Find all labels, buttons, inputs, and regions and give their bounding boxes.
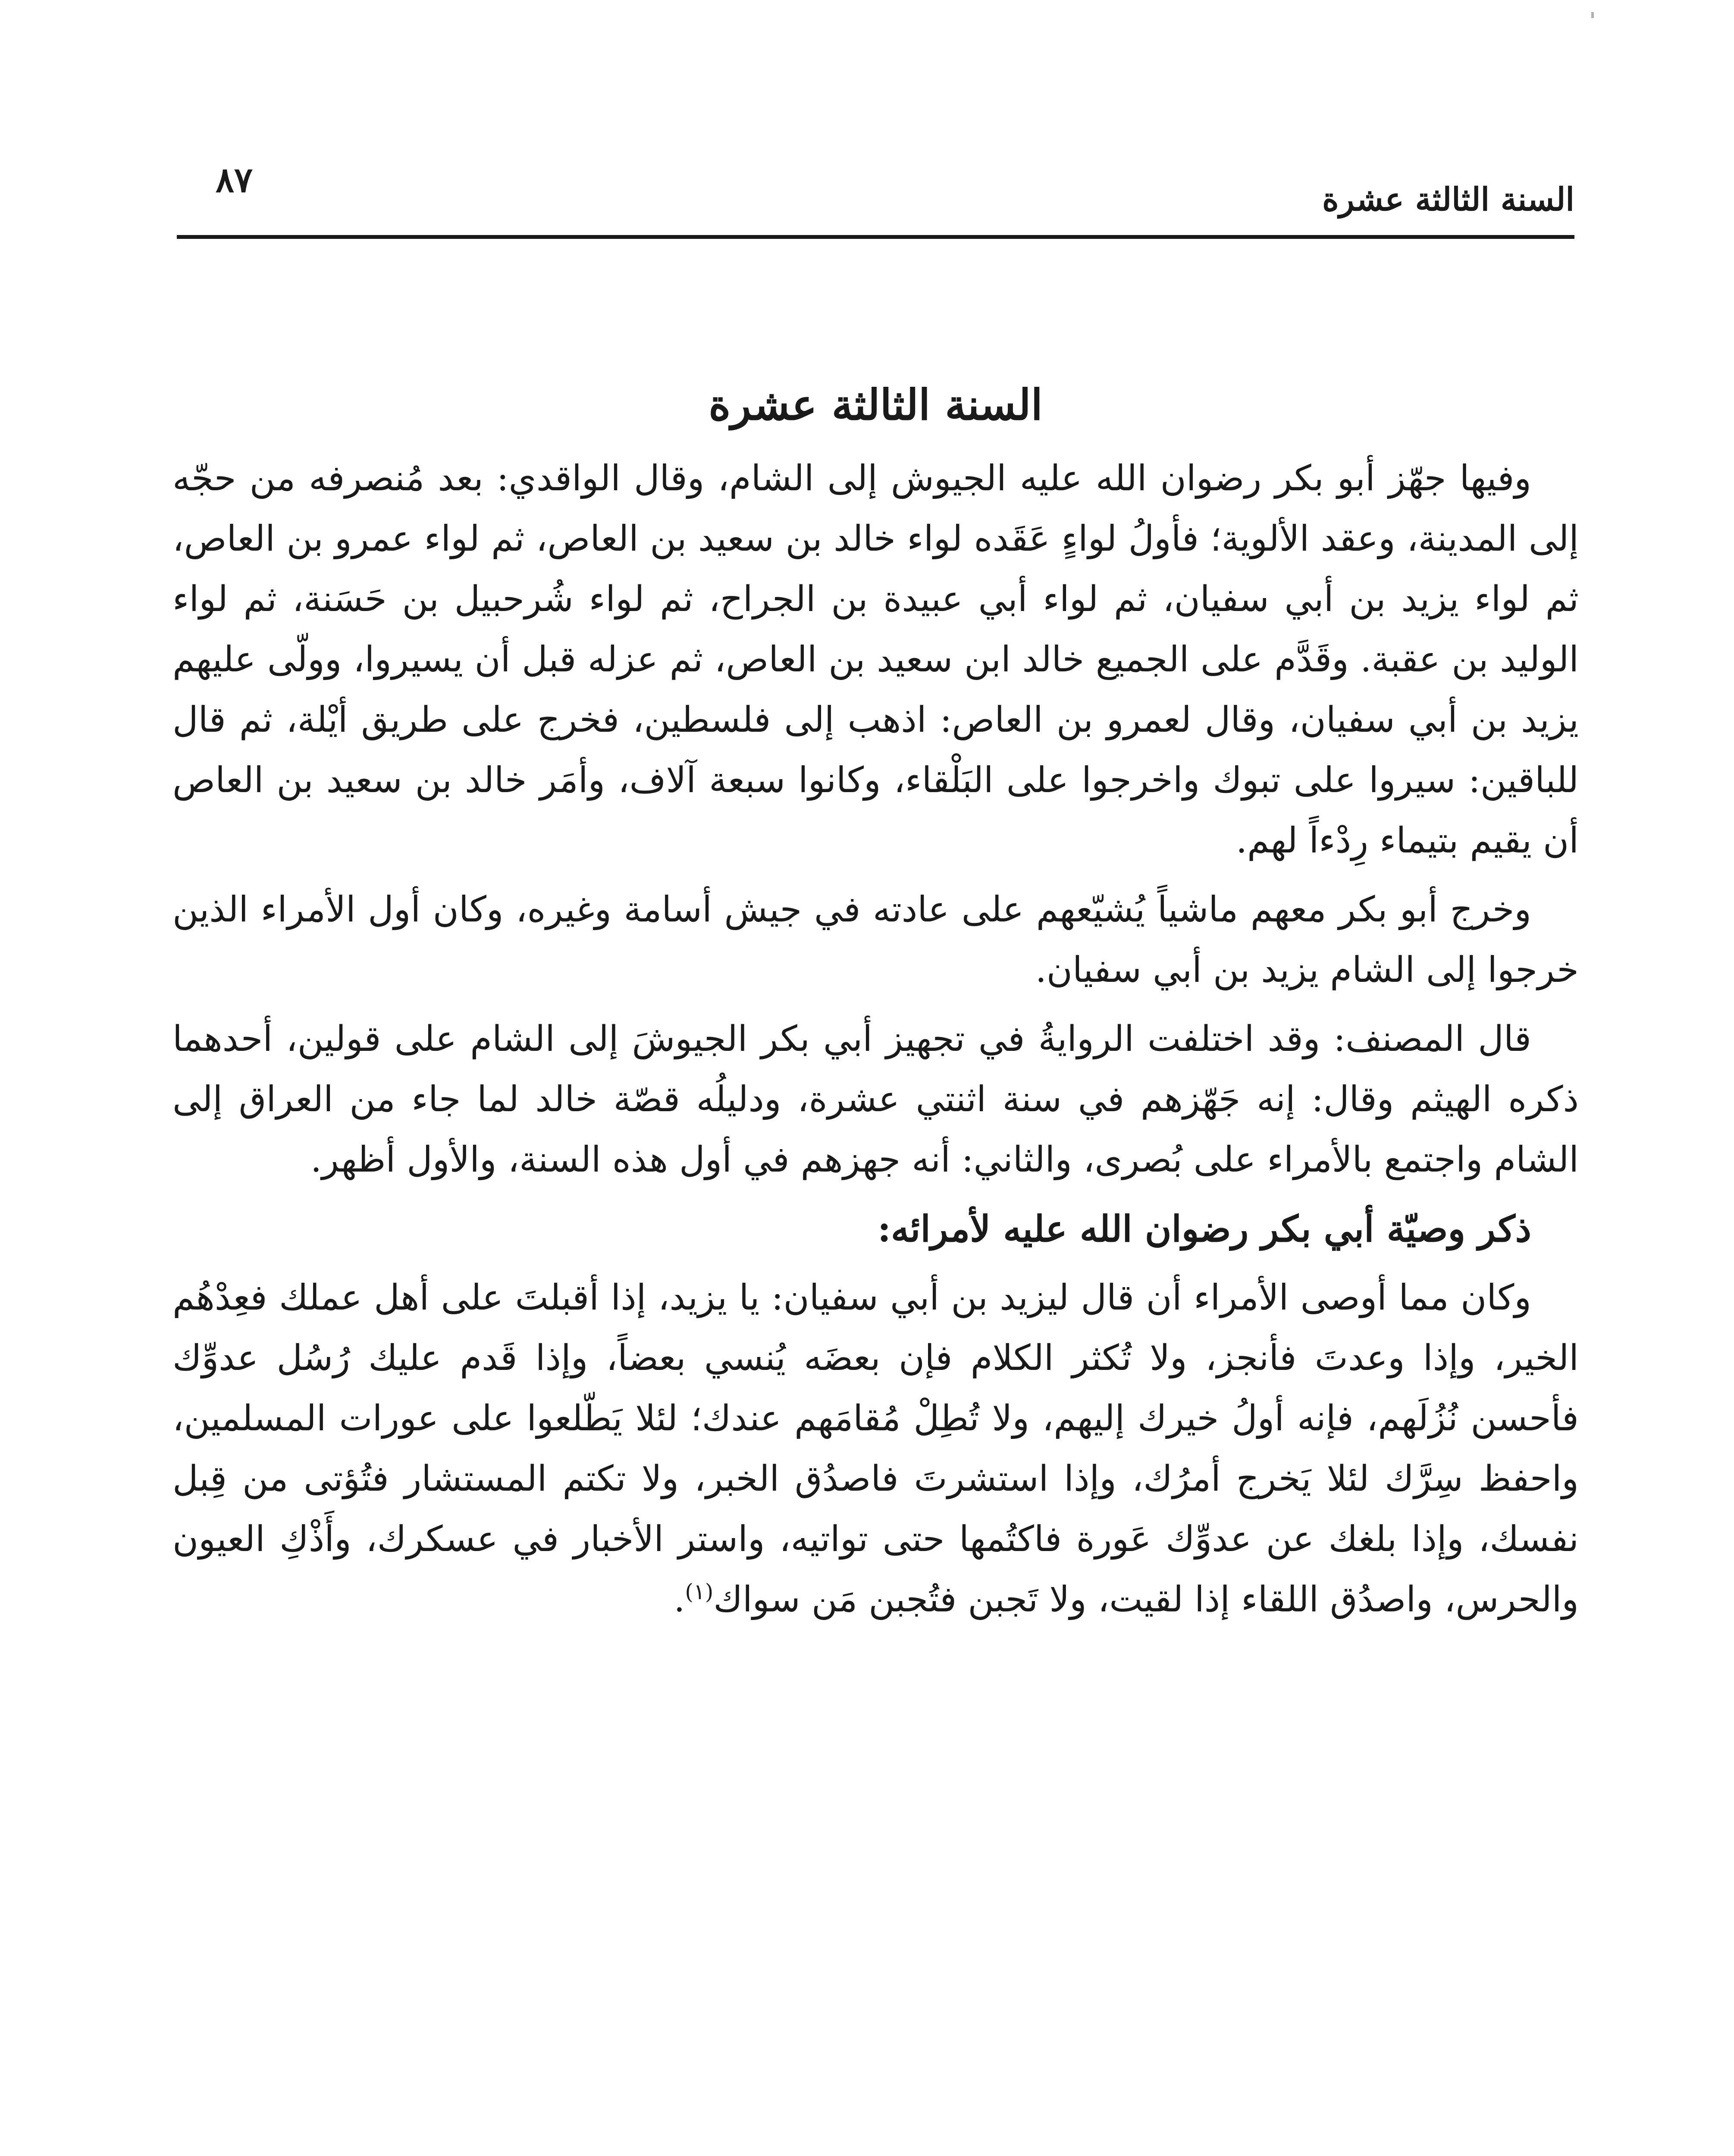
running-title: السنة الثالثة عشرة [1322,181,1574,218]
paragraph-4-text: وكان مما أوصى الأمراء أن قال ليزيد بن أبي سفيان: يا يزيد، إذا أقبلتَ على أهل عملك فعِدْهُم الخير، وإذا وعدتَ فأنجز، ولا تُكثر الكلام فإن بعضَه يُنسي بعضاً، وإذا قَدم عليك رُسُل عدوِّك فأحسن نُزُلَهم، فإنه أولُ خيرك إليهم، ولا تُطِلْ مُقامَهم عندك؛ لئلا يَطّلعوا على عورات المسلمين، واحفظ سِرَّك لئلا يَخرج أمرُك، وإذا استشرتَ فاصدُق الخبر، ولا تكتم المستشار فتُؤتى من قِبل نفسك، وإذا بلغك عن عدوِّك عَورة فاكتُمها حتى تواتيه، واستر الأخبار في عسكرك، وأَذْكِ العيون والحرس، واصدُق اللقاء إذا لقيت، ولا تَجبن فتُجبن مَن سواك [172,1277,1579,1620]
chapter-title: السنة الثالثة عشرة [709,380,1043,430]
paragraph-2: وخرج أبو بكر معهم ماشياً يُشيّعهم على عادته في جيش أسامة وغيره، وكان أول الأمراء الذين خرجوا إلى الشام يزيد بن أبي سفيان. [172,889,1579,990]
paragraph-1: وفيها جهّز أبو بكر رضوان الله عليه الجيوش إلى الشام، وقال الواقدي: بعد مُنصرفه من حجّه إلى المدينة، وعقد الألوية؛ فأولُ لواءٍ عَقَده لواء خالد بن سعيد بن العاص، ثم لواء عمرو بن العاص، ثم لواء يزيد بن أبي سفيان، ثم لواء أبي عبيدة بن الجراح، ثم لواء شُرحبيل بن حَسَنة، ثم لواء الوليد بن عقبة. وقَدَّم على الجميع خالد ابن سعيد بن العاص، ثم عزله قبل أن يسيروا، وولّى عليهم يزيد بن أبي سفيان، وقال لعمرو بن العاص: اذهب إلى فلسطين، فخرج على طريق أيْلة، ثم قال للباقين: سيروا على تبوك واخرجوا على البَلْقاء، وكانوا سبعة آلاف، وأمَر خالد بن سعيد بن العاص أن يقيم بتيماء رِدْءاً لهم. [172,458,1579,861]
running-header [177,142,1574,224]
page-body [172,375,1579,1639]
scan-artifact [1591,12,1594,18]
footnote-reference[interactable]: (١) [685,1579,714,1604]
header-rule [177,235,1574,239]
paragraph-3: قال المصنف: وقد اختلفت الروايةُ في تجهيز أبي بكر الجيوشَ إلى الشام على قولين، أحدهما ذكره الهيثم وقال: إنه جَهّزهم في سنة اثنتي عشرة، ودليلُه قصّة خالد لما جاء من العراق إلى الشام واجتمع بالأمراء على بُصرى، والثاني: أنه جهزهم في أول هذه السنة، والأول أظهر. [172,1018,1579,1180]
section-heading: ذكر وصيّة أبي بكر رضوان الله عليه لأمرائه: [878,1207,1531,1250]
paragraph-4: وكان مما أوصى الأمراء أن قال ليزيد بن أبي سفيان: يا يزيد، إذا أقبلتَ على أهل عملك فعِدْهُم الخير، وإذا وعدتَ فأنجز، ولا تُكثر الكلام فإن بعضَه يُنسي بعضاً، وإذا قَدم عليك رُسُل عدوِّك فأحسن نُزُلَهم، فإنه أولُ خيرك إليهم، ولا تُطِلْ مُقامَهم عندك؛ لئلا يَطّلعوا على عورات المسلمين، واحفظ سِرَّك لئلا يَخرج أمرُك، وإذا استشرتَ فاصدُق الخبر، ولا تكتم المستشار فتُؤتى من قِبل نفسك، وإذا بلغك عن عدوِّك عَورة فاكتُمها حتى تواتيه، واستر الأخبار في عسكرك، وأَذْكِ العيون والحرس، واصدُق اللقاء إذا لقيت، ولا تَجبن فتُجبن مَن سواك$^{(١)}$. [172,1277,1579,1620]
page-number: ٨٧ [216,160,253,200]
